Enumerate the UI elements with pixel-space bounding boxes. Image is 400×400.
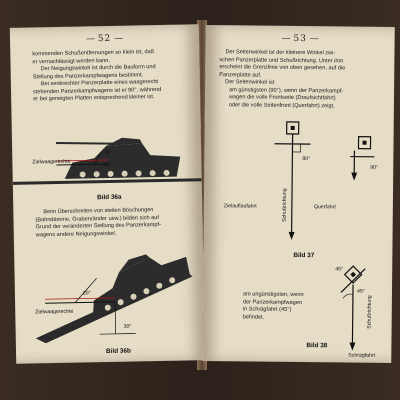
- left-paragraph-2: [35, 207, 186, 240]
- reference-label: Zielwaagerechte: [32, 158, 71, 166]
- angle-label: 45°: [356, 288, 365, 295]
- angle-label: 30°: [123, 323, 132, 330]
- text-line: stehenden Panzerkampfwagens ist er 90°, während: [32, 86, 162, 95]
- text-line: Bei senkrechter Panzerplatte eines waagerecht: [40, 79, 159, 88]
- tank-figure-36b: [14, 240, 205, 344]
- right-paragraph-1: [219, 49, 378, 111]
- text-line: oder die volle Seitenfront (Querfahrt) zeigt,: [228, 101, 335, 109]
- text-line: am ungünstigsten, wenn: [242, 291, 304, 299]
- angle-figure-37: [203, 115, 393, 247]
- figure-caption: Bild 37: [293, 251, 315, 260]
- text-line: Panzerplatte auf.: [219, 71, 262, 79]
- text-line: er bei geneigten Platten entsprechend kleiner ist.: [33, 94, 155, 103]
- text-line: Der Seitenwinkel ist der kleinere Winkel zwi-: [225, 49, 336, 57]
- text-line: Stellung des Panzerkampfwagens bestimmt.: [32, 71, 144, 80]
- label-schussrichtung: Schußrichtung: [366, 295, 373, 329]
- text-line: erscheint die Grenzlinie von oben gesehen, auf die: [219, 64, 346, 72]
- angle-label: 90°: [370, 164, 379, 171]
- reference-label: Zielwaagerechte: [35, 308, 74, 316]
- label-schraegfahrt: Schrägfahrt: [348, 352, 376, 359]
- text-line: befindet.: [242, 313, 265, 321]
- right-page: [202, 25, 395, 363]
- angle-label: 45°: [335, 266, 344, 273]
- left-page-number: — 52 —: [85, 33, 124, 45]
- text-line: am günstigsten (90°), wenn der Panzerkampf-: [229, 86, 344, 94]
- text-line: schen Panzerplatte und Schußrichtung. Unter ihm: [219, 56, 344, 64]
- label-querfahrt: Querfahrt: [313, 204, 336, 211]
- left-paragraph-1: [32, 49, 183, 104]
- text-line: Der Neigungswinkel ist durch die Bauform und: [40, 64, 156, 73]
- text-line: wagens andere Neigungswinkel.: [35, 230, 117, 238]
- text-line: in Schrägfahrt (45°): [242, 306, 292, 313]
- label-zielauflaufahrt: Zielauflaufahrt: [223, 203, 257, 210]
- text-line: der Panzerkampfwagen: [242, 298, 302, 306]
- text-line: wagen die volle Frontseite (Draufsichtfahrt): [228, 94, 336, 102]
- label-schussrichtung: Schußrichtung: [281, 188, 289, 222]
- text-line: kommenden Schußentfernungen so klein ist, daß: [32, 49, 155, 58]
- text-line: Grund der veränderten Stellung des Panzerkampf-: [35, 221, 161, 231]
- tank-silhouette: [79, 244, 194, 318]
- angle-label: 20°: [82, 290, 91, 297]
- figure-caption: Bild 36b: [105, 347, 131, 356]
- right-paragraph-2: [243, 291, 333, 322]
- figure-caption: Bild 36a: [97, 193, 122, 202]
- angle-label: 90°: [104, 161, 113, 169]
- left-page: [10, 24, 205, 364]
- figure-caption: Bild 38: [306, 342, 328, 350]
- angle-label: 90°: [302, 156, 311, 163]
- text-line: er vernachlässigt werden kann.: [32, 57, 110, 65]
- text-line: Beim Überschreiten von steilen Böschungen: [43, 207, 154, 216]
- angle-label: 30°: [104, 149, 113, 157]
- text-line: (Bahndämme, Grabenränder usw.) bilden sich auf: [35, 214, 159, 223]
- text-line: Der Seitenwinkel ist: [225, 79, 275, 86]
- right-page-number: — 53 —: [281, 33, 319, 45]
